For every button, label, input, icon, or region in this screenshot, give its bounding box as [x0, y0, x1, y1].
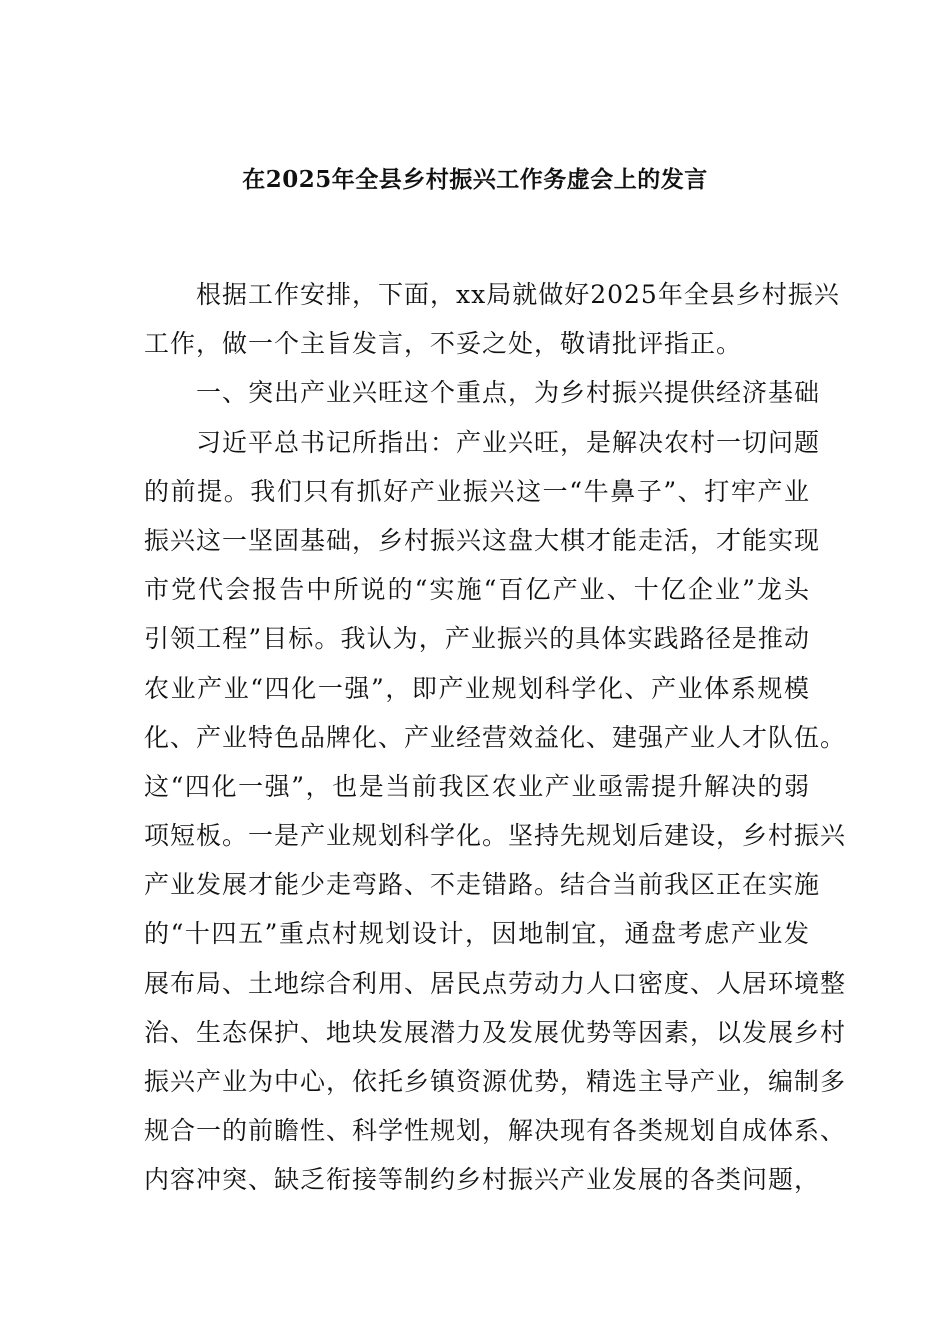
paragraph-line: 振兴这一坚固基础，乡村振兴这盘大棋才能走活，才能实现: [144, 525, 821, 555]
paragraph-line: 规合一的前瞻性、科学性规划，解决现有各类规划自成体系、: [144, 1116, 847, 1146]
paragraph-line: 习近平总书记所指出：产业兴旺，是解决农村一切问题: [196, 427, 821, 457]
paragraph-line: 展布局、土地综合利用、居民点劳动力人口密度、人居环境整: [144, 968, 847, 998]
paragraph-line: 内容冲突、缺乏衔接等制约乡村振兴产业发展的各类问题，: [144, 1165, 821, 1195]
paragraph-line: 农业产业“四化一强”，即产业规划科学化、产业体系规模: [144, 673, 810, 703]
paragraph-line: 振兴产业为中心，依托乡镇资源优势，精选主导产业，编制多: [144, 1067, 847, 1096]
document-body: [144, 270, 847, 1205]
section-heading: 一、突出产业兴旺这个重点，为乡村振兴提供经济基础: [196, 378, 821, 408]
paragraph-line: 化、产业特色品牌化、产业经营效益化、建强产业人才队伍。: [144, 722, 847, 752]
paragraph-line: 引领工程”目标。我认为，产业振兴的具体实践路径是推动: [144, 624, 810, 654]
paragraph-line: 这“四化一强”，也是当前我区农业产业亟需提升解决的弱: [144, 771, 810, 801]
paragraph-line: 的“十四五”重点村规划设计，因地制宜，通盘考虑产业发: [144, 919, 810, 949]
paragraph-line: 治、生态保护、地块发展潜力及发展优势等因素，以发展乡村: [144, 1017, 847, 1047]
paragraph-line: 工作，做一个主旨发言，不妥之处，敬请批评指正。: [144, 329, 743, 359]
paragraph-line: 根据工作安排，下面，xx局就做好2025年全县乡村振兴: [196, 280, 840, 309]
paragraph-line: 项短板。一是产业规划科学化。坚持先规划后建设，乡村振兴: [144, 821, 847, 851]
paragraph-line: 的前提。我们只有抓好产业振兴这一“牛鼻子”、打牢产业: [144, 476, 810, 506]
paragraph-line: 产业发展才能少走弯路、不走错路。结合当前我区正在实施: [144, 870, 821, 900]
paragraph-line: 市党代会报告中所说的“实施“百亿产业、十亿企业”龙头: [144, 575, 810, 605]
document-title: 在2025年全县乡村振兴工作务虚会上的发言: [242, 166, 708, 193]
